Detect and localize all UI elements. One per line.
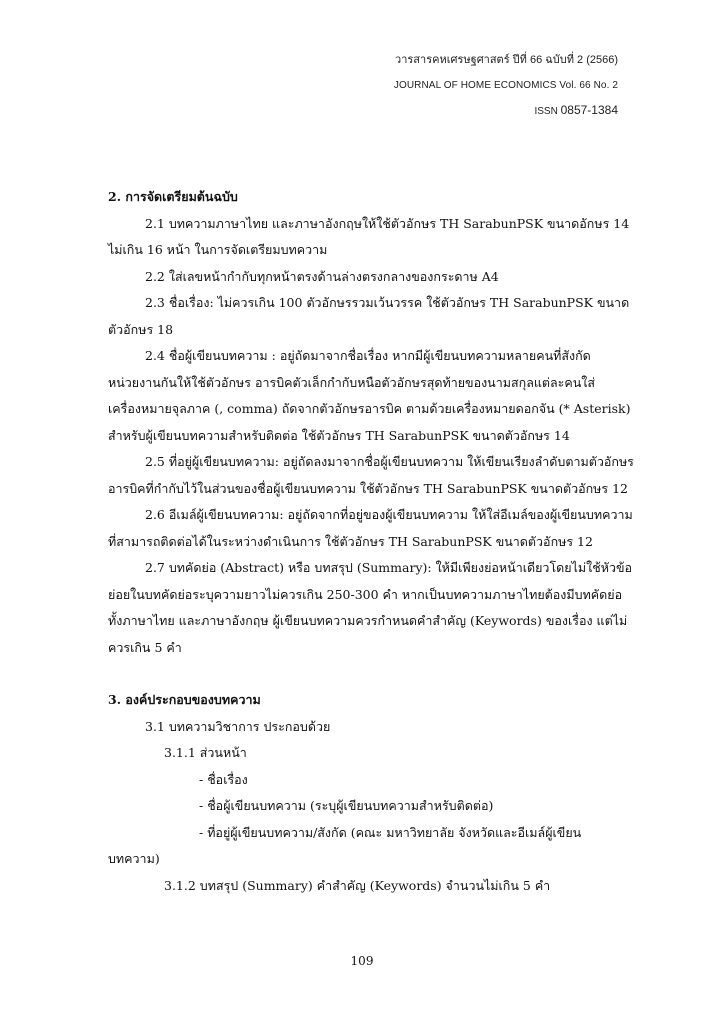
paragraph-line: 2.6 อีเมล์ผู้เขียนบทความ: อยู่ถัดจากที่อยู่ของผู้เขียนบทความ ให้ใส่อีเมล์ของผู้เขียนบทความ xyxy=(145,507,633,522)
paragraph-line: ไม่เกิน 16 หน้า ในการจัดเตรียมบทความ xyxy=(108,242,328,257)
issn-line xyxy=(394,98,618,124)
paragraph-line: 2.3 ชื่อเรื่อง: ไม่ควรเกิน 100 ตัวอักษรรวมเว้นวรรค ใช้ตัวอักษร TH SarabunPSK ขนาด xyxy=(145,295,630,310)
subsection-line: 3.1.1 ส่วนหน้า xyxy=(164,745,247,760)
list-item: - ชื่อเรื่อง xyxy=(199,771,248,787)
section-3-heading: 3. องค์ประกอบของบทความ xyxy=(108,692,261,707)
paragraph-line: ตัวอักษร 18 xyxy=(108,321,174,337)
page-number: 109 xyxy=(350,954,374,968)
subsection-line: 3.1.2 บทสรุป (Summary) คำสำคัญ (Keywords) จำนวนไม่เกิน 5 คำ xyxy=(164,877,551,893)
paragraph-line: ควรเกิน 5 คำ xyxy=(108,639,182,655)
paragraph-line: ย่อยในบทคัดย่อระบุความยาวไม่ควรเกิน 250-300 คำ หากเป็นบทความภาษาไทยต้องมีบทคัดย่อ xyxy=(108,586,623,602)
paragraph-line: 2.7 บทคัดย่อ (Abstract) หรือ บทสรุป (Summary): ให้มีเพียงย่อหน้าเดียวโดยไม่ใช้หัวข้อ xyxy=(145,560,633,575)
paragraph-line: ทั้งภาษาไทย และภาษาอังกฤษ ผู้เขียนบทความควรกำหนดคำสำคัญ (Keywords) ของเรื่อง แต่ไม่ xyxy=(108,613,628,628)
paragraph-line: อารบิคที่กำกับไว้ในส่วนของชื่อผู้เขียนบทความ ใช้ตัวอักษร TH SarabunPSK ขนาดตัวอักษร 12 xyxy=(108,480,629,496)
issn-label: ISSN xyxy=(534,106,558,117)
paragraph-line: เครื่องหมายจุลภาค (, comma) ถัดจากตัวอักษรอารบิค ตามด้วยเครื่องหมายดอกจัน (* Asterisk) xyxy=(108,401,631,416)
paragraph-line: ที่สามารถติดต่อได้ในระหว่างดำเนินการ ใช้ตัวอักษร TH SarabunPSK ขนาดตัวอักษร 12 xyxy=(108,533,593,549)
list-item: - ที่อยู่ผู้เขียนบทความ/สังกัด (คณะ มหาวิทยาลัย จังหวัดและอีเมล์ผู้เขียน xyxy=(199,824,582,840)
paragraph-line: หน่วยงานกันให้ใช้ตัวอักษร อารบิคตัวเล็กกำกับหนือตัวอักษรสุดท้ายของนามสกุลแต่ละคนใส่ xyxy=(108,374,596,390)
journal-title-thai: วารสารคหเศรษฐศาสตร์ ปีที่ 66 ฉบับที่ 2 (2566) xyxy=(395,54,618,66)
list-item-continuation: บทความ) xyxy=(108,851,160,866)
journal-header xyxy=(394,48,618,124)
paragraph-line: สำหรับผู้เขียนบทความสำหรับติดต่อ ใช้ตัวอักษร TH SarabunPSK ขนาดตัวอักษร 14 xyxy=(108,427,570,443)
paragraph-line: 2.4 ชื่อผู้เขียนบทความ : อยู่ถัดมาจากชื่อเรื่อง หากมีผู้เขียนบทความหลายคนที่สังกัด xyxy=(145,348,591,363)
paragraph-line: 2.1 บทความภาษาไทย และภาษาอังกฤษให้ใช้ตัวอักษร TH SarabunPSK ขนาดอักษร 14 xyxy=(145,215,630,231)
section-2-heading: 2. การจัดเตรียมต้นฉบับ xyxy=(108,189,238,204)
paragraph-line: 2.2 ใส่เลขหน้ากำกับทุกหน้าตรงด้านล่างตรงกลางของกระดาษ A4 xyxy=(145,268,499,284)
paragraph-line: 2.5 ที่อยู่ผู้เขียนบทความ: อยู่ถัดลงมาจากชื่อผู้เขียนบทความ ให้เขียนเรียงลำดับตามตัวอักษร xyxy=(145,454,634,469)
list-item: - ชื่อผู้เขียนบทความ (ระบุผู้เขียนบทความสำหรับติดต่อ) xyxy=(199,798,494,813)
issn-number: 0857-1384 xyxy=(560,103,618,117)
document-body xyxy=(108,184,634,899)
section-spacer xyxy=(108,661,618,687)
journal-title-english: JOURNAL OF HOME ECONOMICS Vol. 66 No. 2 xyxy=(393,80,618,91)
subsection-line: 3.1 บทความวิชาการ ประกอบด้วย xyxy=(145,718,331,734)
